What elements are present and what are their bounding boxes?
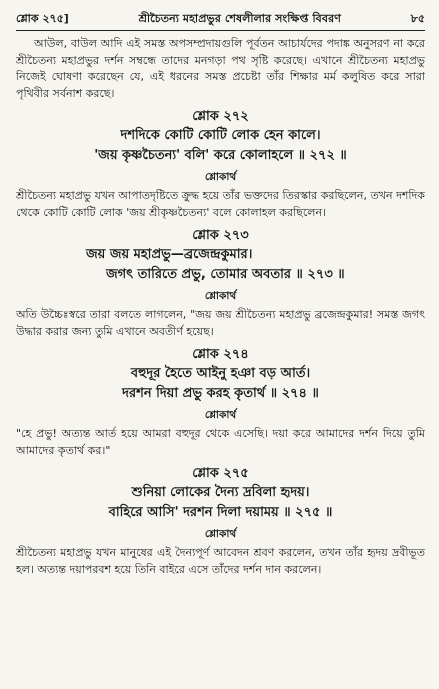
intro-paragraph: আউল, বাউল আদি এই সমস্ত অপসম্প্রদায়গুলি পূর্বতন আচার্যদের পদাঙ্ক অনুসরণ না করে শ্রীচৈতন্য মহাপ্রভুর দর্শন সম্বন্ধে তাদের মনগড়া পথ সৃষ্টি করেছে। এখানে শ্রীচৈতন্য মহাপ্রভু নিজেই ঘোষণা করেছেন যে, এই ধরনের সমস্ত প্রচেষ্টা তাঁর শিক্ষার মর্ম কলুষিত করে সারা পৃথিবীর সর্বনাশ করছে। — [16, 37, 425, 100]
shloka-number: শ্লোক ২৭৫ — [192, 466, 249, 481]
verse-line-2: বাহিরে আসি' দরশন দিলা দয়াময় ॥ ২৭৫ ॥ — [108, 505, 333, 520]
translation-text: "হে প্রভু! অত্যন্ত আর্ত হয়ে আমরা বহুদূর থেকে এসেছি। দয়া করে আমাদের দর্শন দিয়ে তুমি আমাদের কৃতার্থ কর।" — [16, 427, 425, 457]
page-header — [16, 8, 425, 31]
verse-section-273 — [16, 227, 425, 340]
verse-section-274 — [16, 346, 425, 459]
translation-heading: শ্লোকার্থ — [204, 290, 237, 302]
shloka-number: শ্লোক ২৭৪ — [192, 347, 249, 362]
verse-line-1: শুনিয়া লোকের দৈন্য দ্রবিলা হৃদয়। — [131, 485, 310, 500]
header-title: শ্রীচৈতন্য মহাপ্রভুর শেষলীলার সংক্ষিপ্ত বিবরণ — [138, 11, 341, 25]
verse-line-2: দরশন দিয়া প্রভু করহ কৃতার্থ ॥ ২৭৪ ॥ — [122, 386, 319, 401]
translation-text: শ্রীচৈতন্য মহাপ্রভু যখন আপাতদৃষ্টিতে ক্রুদ্ধ হয়ে তাঁর ভক্তদের তিরস্কার করছিলেন, তখন দশদিক থেকে কোটি কোটি লোক 'জয় শ্রীকৃষ্ণচৈতন্য' বলে কোলাহল করছিলেন। — [16, 189, 425, 219]
verse-line-2: জগৎ তারিতে প্রভু, তোমার অবতার ॥ ২৭৩ ॥ — [106, 267, 345, 282]
shloka-number: শ্লোক ২৭৩ — [192, 228, 249, 243]
page-content — [16, 36, 425, 578]
translation-text: শ্রীচৈতন্য মহাপ্রভু যখন মানুষের এই দৈন্যপূর্ণ আবেদন শ্রবণ করলেন, তখন তাঁর হৃদয় দ্রবীভূত হল। অত্যন্ত দয়াপরবশ হয়ে তিনি বাইরে এসে তাঁদের দর্শন দান করলেন। — [16, 546, 425, 576]
verse-line-1: দশদিকে কোটি কোটি লোক হেন কালে। — [120, 128, 321, 143]
verse-line-2: 'জয় কৃষ্ণচৈতন্য' বলি' করে কোলাহলে ॥ ২৭২ ॥ — [94, 148, 347, 163]
translation-text: অতি উচ্চৈঃস্বরে তারা বলতে লাগলেন, "জয় জয় শ্রীচৈতন্য মহাপ্রভু ব্রজেন্দ্রকুমার! সমস্ত জগৎ উদ্ধার করার জন্য তুমি এখানে অবতীর্ণ হয়েছ। — [16, 308, 425, 338]
translation-heading: শ্লোকার্থ — [204, 171, 237, 183]
page-number: ৮৫ — [410, 11, 425, 25]
header-verse-range: শ্লোক ২৭৫] — [16, 11, 69, 25]
translation-heading: শ্লোকার্থ — [204, 528, 237, 540]
verse-line-1: বহুদূর হৈতে আইনু হঞা বড় আর্ত। — [130, 366, 311, 381]
translation-heading: শ্লোকার্থ — [204, 409, 237, 421]
shloka-number: শ্লোক ২৭২ — [192, 109, 249, 124]
verse-line-1: জয় জয় মহাপ্রভু—ব্রজেন্দ্রকুমার। — [86, 247, 253, 262]
verse-section-275 — [16, 465, 425, 578]
verse-section-272 — [16, 108, 425, 221]
